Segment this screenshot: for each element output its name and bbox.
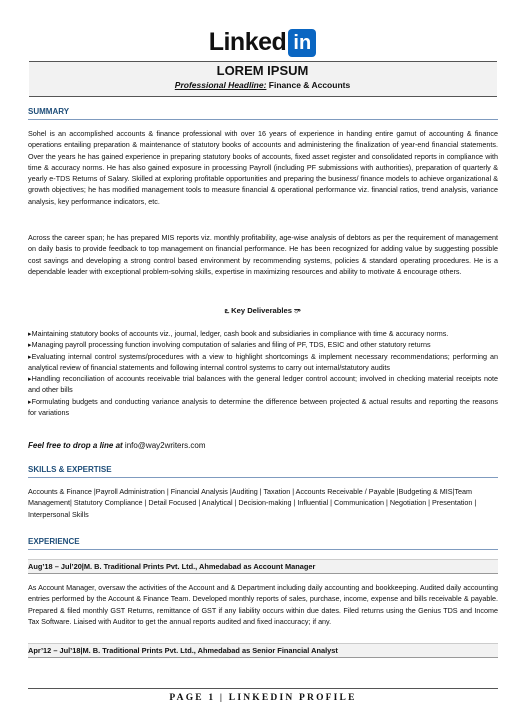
summary-paragraph-1: Sohel is an accomplished accounts & finance professional with over 16 years of experience in handing entire gamut of accounting & finance operations entailing preparation & maintenance of statutory books of accounts and administering the finalization of year-end financial statements. Over the years he has gained experience in preparing statutory books of accounts, fixed asset register and consolidated reports in compliance with time & accuracy norms. He has also gained exposure in processing Payroll (including PF submissions with authorities), preparation of quarterly & yearly e-TDS Returns of Salary. Skilled at exploring profitable opportunities and preparing the business/ finance models to achieve organizational & growth objectives; he has modified management tools to measure financial & operational performance viz. financial ratios, trend analysis, variance analysis, key performance indicators, etc. xyxy=(28,129,498,206)
skills-heading: SKILLS & EXPERTISE xyxy=(28,465,112,474)
headline-label: Professional Headline: xyxy=(174,80,267,90)
summary-rule xyxy=(28,119,498,120)
skills-rule xyxy=(28,477,498,478)
list-item: ▸Maintaining statutory books of accounts viz., journal, ledger, cash book and subsidiaries in compliance with time & accuracy norms. xyxy=(28,329,449,338)
headline-value: Finance & Accounts xyxy=(266,80,351,90)
list-item: ▸Handling reconciliation of accounts receivable trial balances with the general ledger control account; involved in checking material receipts note and other bills xyxy=(28,374,498,395)
contact-line xyxy=(28,441,206,450)
skills-text: Accounts & Finance |Payroll Administration | Financial Analysis |Auditing | Taxation | Accounts Receivable / Payable |Budgeting & MIS|Team Management| Statutory Compliance | Detail Focused | Analytical | Decision-making | Influential | Communication | Negotiation | Presentation | Interpersonal Skills xyxy=(28,487,477,519)
deliverables-list xyxy=(28,328,498,418)
profile-name: LOREM IPSUM xyxy=(216,63,309,78)
list-item: ▸Managing payroll processing function involving computation of salaries and filing of PF, TDS, ESIC and other statutory returns xyxy=(28,340,431,350)
experience-heading: EXPERIENCE xyxy=(28,537,80,546)
linkedin-logo xyxy=(0,28,525,58)
summary-heading: SUMMARY xyxy=(28,107,70,116)
contact-email[interactable]: info@way2writers.com xyxy=(122,441,206,450)
list-item: ▸Evaluating internal control systems/procedures with a view to highlight shortcomings & implement necessary recommendations; performing an analytical review of financial statements and following internal control systems to carry out internal/statutory audits xyxy=(28,351,498,372)
job-1-title: Aug’18 – Jul’20|M. B. Traditional Prints Pvt. Ltd., Ahmedabad as Account Manager xyxy=(28,559,498,574)
professional-headline xyxy=(0,80,525,90)
logo-in-box: in xyxy=(288,29,316,57)
page-footer: PAGE 1 | LINKEDIN PROFILE xyxy=(28,688,498,703)
job-2-title: Apr’12 – Jul’18|M. B. Traditional Prints Pvt. Ltd., Ahmedabad as Senior Financial Analyst xyxy=(28,643,498,658)
logo-word: Linked xyxy=(208,28,287,56)
key-deliverables-title: ఽ Key Deliverables ా xyxy=(224,306,301,315)
list-item: ▸Formulating budgets and conducting variance analysis to determine the difference between projected & actual results and reporting the reasons for variations xyxy=(28,396,498,418)
experience-rule xyxy=(28,549,498,550)
summary-paragraph-2: Across the career span; he has prepared MIS reports viz. monthly profitability, age-wise analysis of debtors as per the requirement of management on daily basis to provide feedback to top management on financial performance. He has been recognized for adding value by suggesting possible cost savings and developing a strong control based environment by recommending systems, policies & standard operating procedures. He is a dependable leader with exceptional problem-solving skills, expertise in maximizing resources and ability to motivate & encourage others. xyxy=(28,233,498,276)
contact-label: Feel free to drop a line at xyxy=(28,441,123,450)
job-1-description: As Account Manager, oversaw the activities of the Account and & Department including daily accounting and bookkeeping. Audited daily accounting entries performed by the Account & Finance Team. Developed monthly reports of sales, purchase, income, expense and bills receivable & payable. Prepared & filed monthly GST Returns, remittance of GST if any liability occurs within due dates. Filed returns using the Genius TDS and Income Tax Software. Liaised with Auditor to get the annual reports audited and fixed inaccuracy; if any. xyxy=(28,583,498,626)
